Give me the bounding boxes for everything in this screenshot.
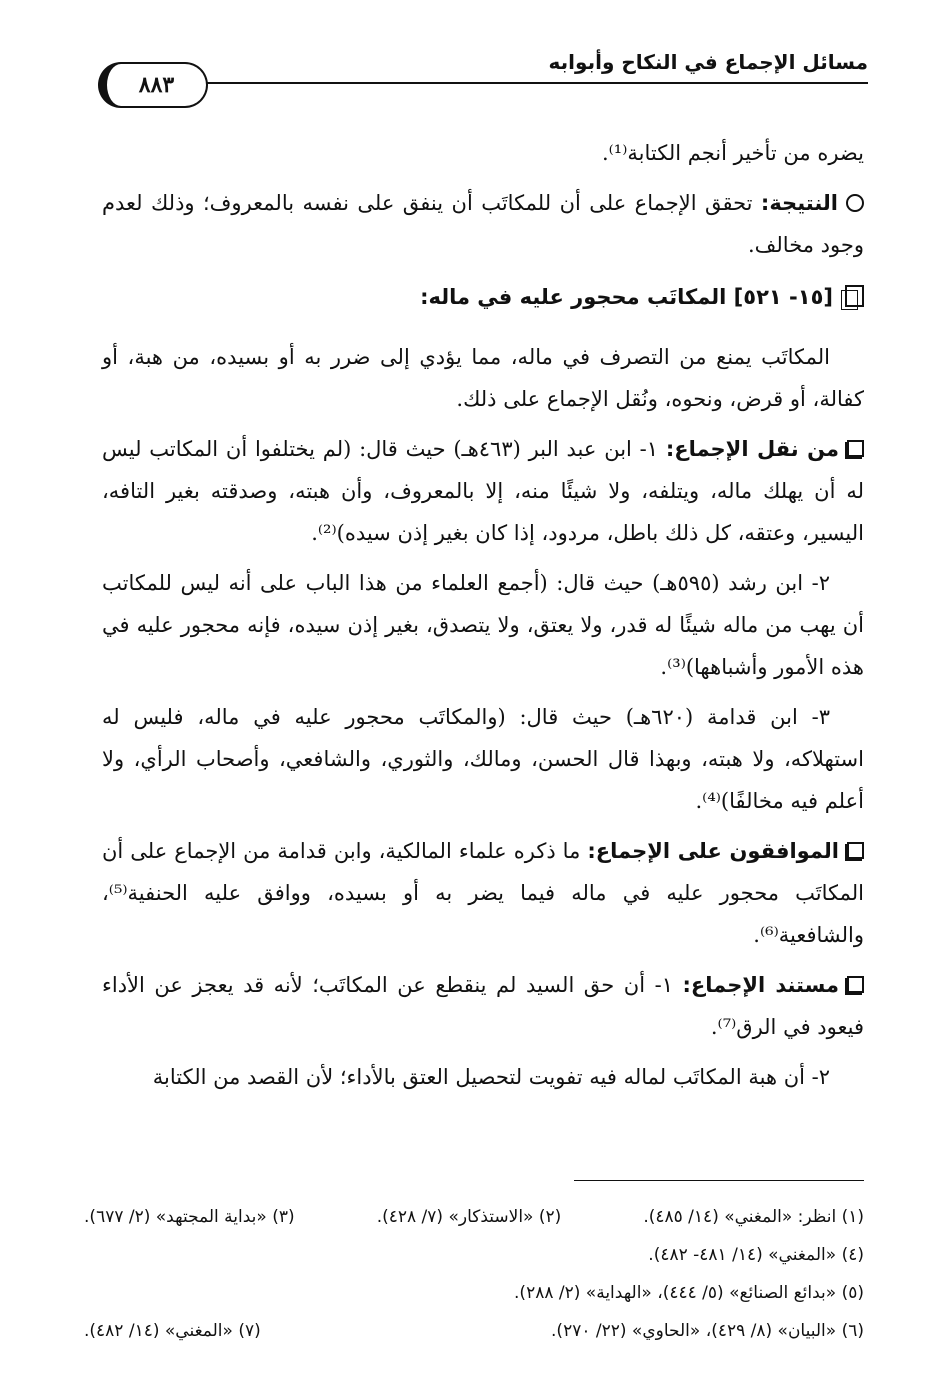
running-title: مسائل الإجماع في النكاح وأبوابه	[548, 50, 868, 74]
circle-bullet-icon	[846, 194, 864, 212]
paragraph-result	[102, 182, 864, 266]
square-bullet-icon	[847, 842, 864, 859]
document-icon	[845, 285, 864, 307]
paragraph-basis	[102, 964, 864, 1048]
footnote-4: (٤) «المغني» (١٤/ ٤٨١- ٤٨٢).	[648, 1245, 864, 1265]
page-number: ٨٨٣	[138, 72, 175, 98]
footnotes	[84, 1198, 864, 1350]
transmitters-label: من نقل الإجماع:	[665, 437, 840, 461]
footnote-6: (٦) «البيان» (٨/ ٤٢٩)، «الحاوي» (٢٢/ ٢٧٠).	[551, 1321, 864, 1341]
footnote-row	[84, 1274, 864, 1312]
square-bullet-icon	[847, 976, 864, 993]
agreeing-text: ما ذكره علماء المالكية، وابن قدامة من الإجماع على أن المكاتَب محجور عليه في ماله فيما يضر به أو بسيده، ووافق عليه الحنفية⁽⁵⁾، والشافعية⁽⁶⁾.	[102, 839, 864, 947]
agreeing-label: الموافقون على الإجماع:	[587, 839, 839, 863]
footnote-row	[84, 1198, 864, 1236]
paragraph-intro: المكاتَب يمنع من التصرف في ماله، مما يؤدي إلى ضرر به أو بسيده، من هبة، أو كفالة، أو قرض، ونحوه، ونُقل الإجماع على ذلك.	[102, 345, 864, 411]
paragraph-continuation: يضره من تأخير أنجم الكتابة⁽¹⁾.	[601, 141, 864, 165]
result-label: النتيجة:	[760, 191, 838, 215]
footnote-2: (٢) «الاستذكار» (٧/ ٤٢٨).	[376, 1207, 562, 1227]
footnote-5: (٥) «بدائع الصنائع» (٥/ ٤٤٤)، «الهداية» (٢/ ٢٨٨).	[514, 1283, 864, 1303]
main-text	[102, 132, 864, 1106]
paragraph-basis-2: ٢- أن هبة المكاتَب لماله فيه تفويت لتحصيل العتق بالأداء؛ لأن القصد من الكتابة	[152, 1065, 830, 1089]
transmitters-text: ١- ابن عبد البر (٤٦٣هـ) حيث قال: (لم يختلفوا أن المكاتب ليس له أن يهلك ماله، ويتلفه، ولا شيئًا منه، إلا بالمعروف، وأن هبته، وصدقته بغير التافه، اليسير، وعتقه، كل ذلك باطل، مردود، إذا كان بغير إذن سيده)⁽²⁾.	[102, 437, 864, 545]
square-bullet-icon	[847, 440, 864, 457]
footnote-7: (٧) «المغني» (١٤/ ٤٨٢).	[84, 1321, 261, 1341]
paragraph-agreeing	[102, 830, 864, 956]
footnote-row	[84, 1312, 864, 1350]
result-text: تحقق الإجماع على أن للمكاتَب أن ينفق على نفسه بالمعروف؛ وذلك لعدم وجود مخالف.	[102, 191, 864, 257]
page-number-badge	[98, 62, 208, 108]
section-heading-text: [١٥- ٥٢١] المكاتَب محجور عليه في ماله:	[420, 285, 833, 309]
basis-text: ١- أن حق السيد لم ينقطع عن المكاتَب؛ لأنه قد يعجز عن الأداء فيعود في الرق⁽⁷⁾.	[102, 973, 864, 1039]
footnote-1: (١) انظر: «المغني» (١٤/ ٤٨٥).	[643, 1207, 864, 1227]
paragraph-transmitters	[102, 428, 864, 554]
paragraph-ibn-qudama: ٣- ابن قدامة (٦٢٠هـ) حيث قال: (والمكاتَب محجور عليه في ماله، فليس له استهلاكه، ولا هبته، وبهذا قال الحسن، ومالك، والثوري، والشافعي، وأصحاب الرأي، ولا أعلم فيه مخالفًا)⁽⁴⁾.	[102, 705, 864, 813]
paragraph-ibn-rushd: ٢- ابن رشد (٥٩٥هـ) حيث قال: (أجمع العلماء من هذا الباب على أنه ليس للمكاتب أن يهب من ماله شيئًا له قدر، ولا يعتق، ولا يتصدق، بغير إذن سيده، فإنه محجور عليه في هذه الأمور وأشباهها)⁽³⁾.	[102, 571, 864, 679]
basis-label: مستند الإجماع:	[682, 973, 839, 997]
header-rule	[190, 82, 868, 84]
footnote-row	[84, 1236, 864, 1274]
footnote-rule	[574, 1180, 864, 1181]
footnote-3: (٣) «بداية المجتهد» (٢/ ٦٧٧).	[84, 1207, 295, 1227]
section-heading	[102, 276, 864, 318]
